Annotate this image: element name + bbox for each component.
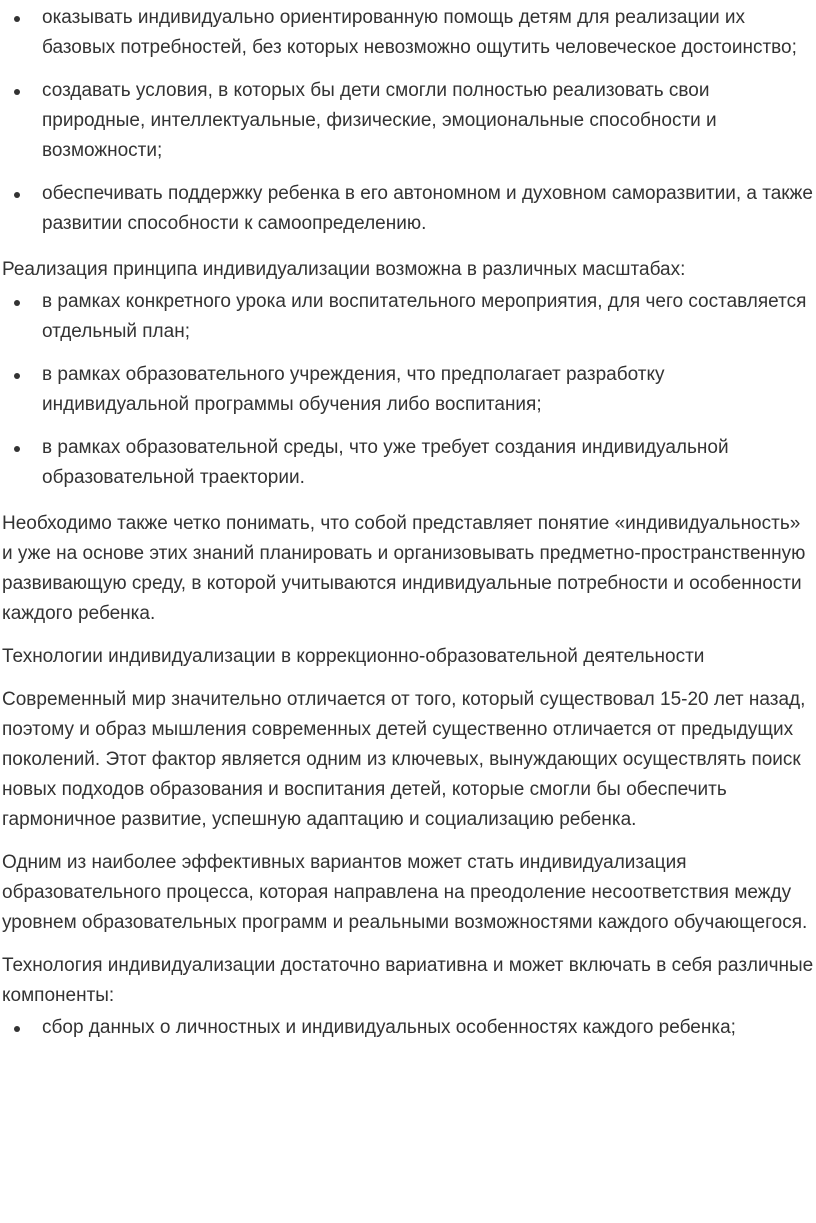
list-item-text: оказывать индивидуально ориентированную помощь детям для реализации их базовых потребностей, без которых невозможно ощутить человеческое достоинство; [42,7,797,58]
list-item [2,1013,816,1043]
list-item-text: в рамках конкретного урока или воспитательного мероприятия, для чего составляется отдельный план; [42,291,807,342]
section-heading: Технологии индивидуализации в коррекционно-образовательной деятельности [2,646,705,667]
list-item-text: сбор данных о личностных и индивидуальных особенностях каждого ребенка; [42,1017,736,1038]
paragraph: Современный мир значительно отличается от того, который существовал 15-20 лет назад, поэтому и образ мышления современных детей существенно отличается от предыдущих поколений. Этот фактор является одним из ключевых, вынуждающих осуществлять поиск новых подходов образования и воспитания детей, которые смогли бы обеспечить гармоничное развитие, успешную адаптацию и социализацию ребенка. [2,689,806,830]
bullet-icon [14,192,20,198]
goals-list [2,3,816,239]
paragraph: Реализация принципа индивидуализации возможна в различных масштабах: [2,259,686,280]
list-item [2,3,816,63]
paragraph: Технология индивидуализации достаточно вариативна и может включать в себя различные компоненты: [2,955,814,1006]
list-item [2,179,816,239]
list-item-text: в рамках образовательной среды, что уже требует создания индивидуальной образовательной траектории. [42,437,729,488]
scales-list [2,287,816,493]
list-item-text: обеспечивать поддержку ребенка в его автономном и духовном саморазвитии, а также развитии способности к самоопределению. [42,183,813,234]
paragraph: Необходимо также четко понимать, что собой представляет понятие «индивидуальность» и уже на основе этих знаний планировать и организовывать предметно-пространственную развивающую среду, в которой учитываются индивидуальные потребности и особенности каждого ребенка. [2,513,806,624]
bullet-icon [14,16,20,22]
list-item [2,287,816,347]
paragraph: Одним из наиболее эффективных вариантов может стать индивидуализация образовательного процесса, которая направлена на преодоление несоответствия между уровнем образовательных программ и реальными возможностями каждого обучающегося. [2,852,808,933]
document-body [2,3,816,1056]
bullet-icon [14,300,20,306]
bullet-icon [14,446,20,452]
bullet-icon [14,89,20,95]
bullet-icon [14,373,20,379]
list-item [2,433,816,493]
list-item-text: в рамках образовательного учреждения, что предполагает разработку индивидуальной программы обучения либо воспитания; [42,364,665,415]
list-item [2,360,816,420]
components-list [2,1013,816,1043]
list-item [2,76,816,166]
list-item-text: создавать условия, в которых бы дети смогли полностью реализовать свои природные, интеллектуальные, физические, эмоциональные способности и возможности; [42,80,717,161]
bullet-icon [14,1026,20,1032]
